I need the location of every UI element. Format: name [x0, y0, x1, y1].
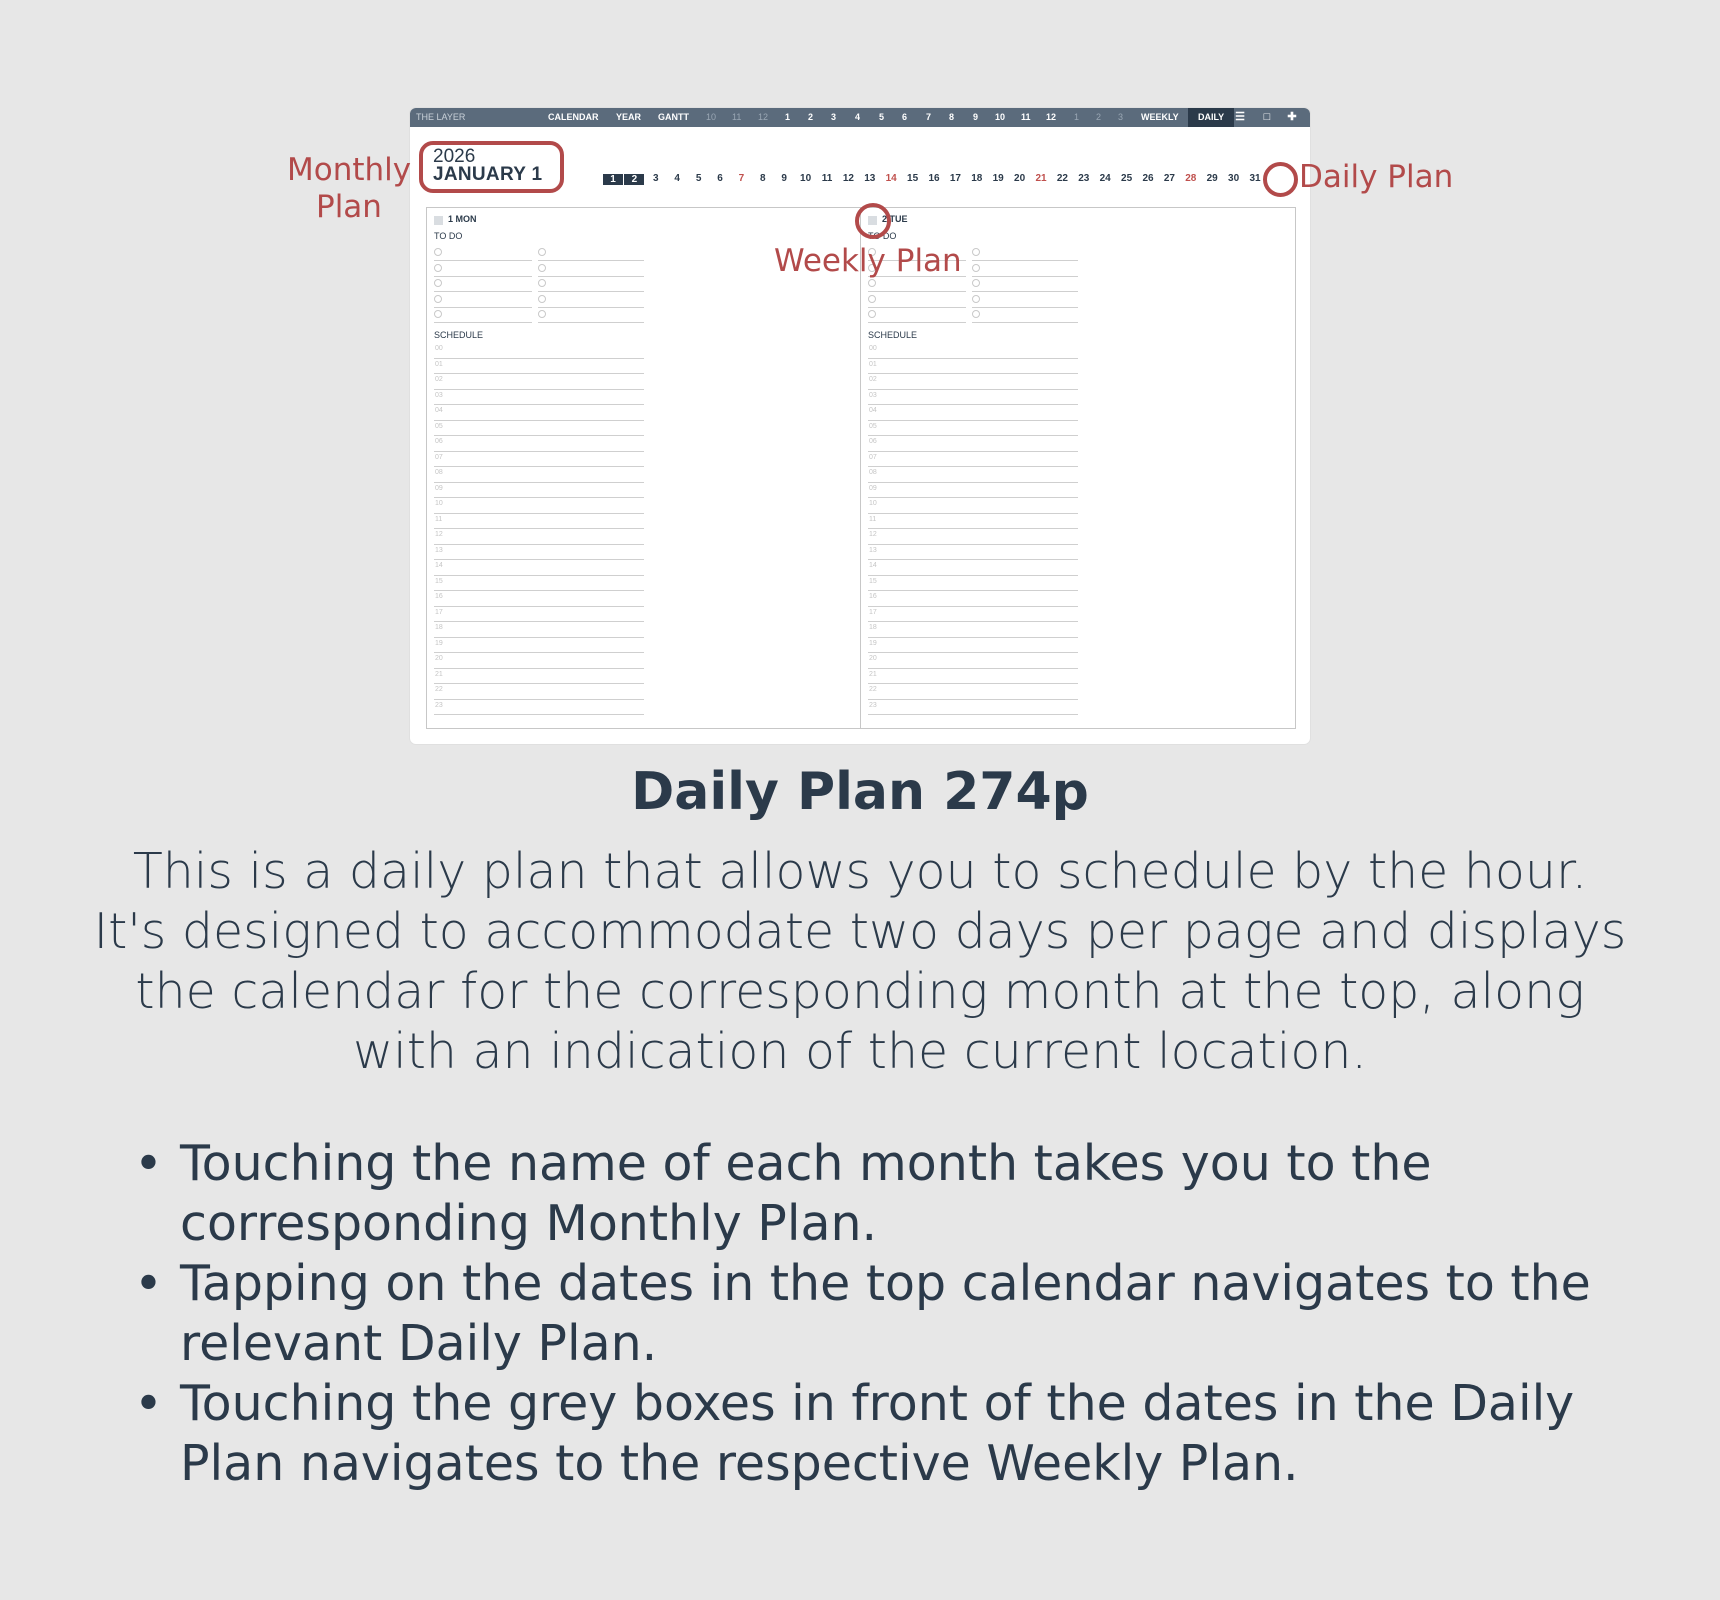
- schedule-hour-row[interactable]: [434, 529, 644, 545]
- month-link-prev[interactable]: 11: [732, 112, 742, 122]
- checkbox-circle-icon[interactable]: [538, 310, 546, 318]
- feature-list-item: • Touching the grey boxes in front of the dates in the Daily Plan navigates to the respective Weekly Plan.: [130, 1374, 1690, 1494]
- schedule-hour-row[interactable]: [868, 498, 1078, 514]
- checkbox-circle-icon[interactable]: [868, 310, 876, 318]
- schedule-hour-row[interactable]: [434, 421, 644, 437]
- hour-label: 03: [435, 391, 443, 399]
- calendar-day-link[interactable]: 16: [928, 173, 940, 184]
- month-link[interactable]: 3: [831, 112, 837, 122]
- hour-label: 06: [869, 438, 877, 445]
- todo-row[interactable]: [868, 293, 1078, 308]
- planner-screenshot: [410, 108, 1310, 744]
- month-link-next[interactable]: 3: [1118, 112, 1124, 122]
- calendar-day-link[interactable]: 26: [1142, 173, 1154, 184]
- hour-label: 17: [435, 608, 443, 616]
- schedule-hour-row[interactable]: [868, 576, 1078, 592]
- checkbox-circle-icon[interactable]: [434, 279, 442, 287]
- schedule-hour-row[interactable]: [868, 421, 1078, 437]
- hour-label: 11: [869, 515, 877, 523]
- calendar-day-link[interactable]: 30: [1228, 173, 1240, 184]
- hour-label: 23: [435, 701, 443, 709]
- day-column-right: [868, 208, 1288, 728]
- checkbox-circle-icon[interactable]: [972, 295, 980, 303]
- schedule-hour-row[interactable]: [434, 653, 644, 669]
- nav-calendar[interactable]: CALENDAR: [548, 112, 599, 122]
- calendar-day-link[interactable]: 31: [1249, 173, 1261, 184]
- calendar-day-link[interactable]: 29: [1206, 173, 1218, 184]
- checkbox-circle-icon[interactable]: [868, 279, 876, 287]
- schedule-hour-row[interactable]: [434, 622, 644, 638]
- schedule-hour-row[interactable]: [868, 374, 1078, 390]
- day-name: 2 TUE: [882, 214, 908, 224]
- schedule-hour-row[interactable]: [434, 343, 644, 359]
- month-calendar-strip: [603, 172, 1283, 186]
- schedule-hour-row[interactable]: [434, 483, 644, 499]
- description-paragraph: This is a daily plan that allows you to schedule by the hour. It's designed to accommodate two days per page and displays the calendar for the corresponding month at the top, along with an indication of the current location.: [93, 843, 1627, 1080]
- calendar-day-link[interactable]: 6: [717, 173, 723, 184]
- calendar-day-link[interactable]: 11: [821, 173, 833, 184]
- month-link[interactable]: 11: [1021, 112, 1031, 122]
- schedule-hour-row[interactable]: [434, 684, 644, 700]
- month-link[interactable]: 2: [808, 112, 814, 122]
- todo-label: TO DO: [868, 231, 897, 241]
- hour-label: 03: [869, 391, 877, 399]
- checkbox-circle-icon[interactable]: [972, 248, 980, 256]
- schedule-hour-row[interactable]: [868, 436, 1078, 452]
- hour-label: 00: [869, 345, 877, 352]
- month-link-prev[interactable]: 10: [706, 112, 717, 122]
- schedule-hour-row[interactable]: [434, 405, 644, 421]
- schedule-hour-row[interactable]: [868, 700, 1078, 716]
- schedule-label: SCHEDULE: [868, 330, 918, 340]
- month-link[interactable]: 6: [902, 112, 908, 122]
- weekly-link-box[interactable]: [434, 216, 443, 225]
- checkbox-circle-icon[interactable]: [868, 295, 876, 303]
- schedule-hour-row[interactable]: [868, 467, 1078, 483]
- checkbox-circle-icon[interactable]: [538, 279, 546, 287]
- calendar-day-link[interactable]: 15: [907, 173, 919, 184]
- calendar-day-link[interactable]: 14: [885, 173, 897, 184]
- checkbox-circle-icon[interactable]: [538, 295, 546, 303]
- hour-label: 04: [435, 407, 443, 414]
- calendar-day-link[interactable]: 23: [1078, 173, 1090, 184]
- hour-label: 10: [869, 500, 877, 507]
- hour-label: 20: [435, 655, 443, 662]
- todo-row[interactable]: [868, 277, 1078, 292]
- calendar-day-link[interactable]: 22: [1056, 173, 1068, 184]
- hour-label: 09: [435, 484, 443, 492]
- todo-line: [538, 322, 644, 323]
- schedule-hour-row[interactable]: [434, 374, 644, 390]
- schedule-label: SCHEDULE: [434, 330, 484, 340]
- checkbox-circle-icon[interactable]: [434, 264, 442, 272]
- nav-weekly[interactable]: WEEKLY: [1141, 112, 1179, 122]
- checkbox-circle-icon[interactable]: [538, 264, 546, 272]
- checkbox-circle-icon[interactable]: [538, 248, 546, 256]
- calendar-day-link[interactable]: 1: [603, 174, 623, 185]
- month-link-prev[interactable]: 12: [758, 112, 769, 122]
- annotation-daily-plan: Daily Plan: [1299, 159, 1454, 195]
- hour-label: 10: [435, 500, 443, 507]
- hour-label: 00: [435, 345, 443, 352]
- checkbox-circle-icon[interactable]: [434, 310, 442, 318]
- schedule-hour-row[interactable]: [434, 638, 644, 654]
- hour-label: 13: [869, 546, 877, 554]
- feature-list-item: • Touching the name of each month takes you to the corresponding Monthly Plan.: [130, 1134, 1690, 1254]
- weekly-plan-highlight: [855, 203, 891, 239]
- hour-label: 11: [435, 515, 443, 523]
- calendar-day-link[interactable]: 19: [992, 173, 1004, 184]
- calendar-day-link[interactable]: 10: [800, 173, 812, 184]
- page-heading: Daily Plan 274p: [631, 762, 1089, 822]
- hour-label: 13: [435, 546, 443, 554]
- hour-label: 05: [869, 422, 877, 430]
- calendar-day-link[interactable]: 17: [949, 173, 961, 184]
- month-link[interactable]: 12: [1046, 112, 1057, 122]
- hour-label: 22: [435, 686, 443, 693]
- month-link[interactable]: 1: [785, 112, 791, 122]
- hour-label: 05: [435, 422, 443, 430]
- hour-label: 19: [435, 639, 443, 647]
- schedule-hour-row[interactable]: [868, 591, 1078, 607]
- schedule-hour-row[interactable]: [434, 514, 644, 530]
- page-divider: [860, 208, 861, 728]
- square-icon[interactable]: □: [1263, 111, 1271, 123]
- schedule-hour-row[interactable]: [434, 591, 644, 607]
- nav-year[interactable]: YEAR: [616, 112, 642, 122]
- hour-label: 06: [435, 438, 443, 445]
- month-title-link[interactable]: JANUARY 1: [433, 164, 543, 185]
- calendar-day-link[interactable]: 3: [653, 173, 659, 184]
- month-link[interactable]: 10: [995, 112, 1006, 122]
- calendar-day-link[interactable]: 5: [695, 173, 702, 184]
- schedule-hour-row[interactable]: [868, 545, 1078, 561]
- hour-label: 20: [869, 655, 877, 662]
- month-link[interactable]: 4: [855, 112, 861, 122]
- schedule-hour-row[interactable]: [868, 669, 1078, 685]
- hour-label: 14: [435, 562, 443, 569]
- checkbox-circle-icon[interactable]: [972, 264, 980, 272]
- annotation-monthly-line1: Monthly: [287, 152, 412, 188]
- feature-list-item: • Tapping on the dates in the top calendar navigates to the relevant Daily Plan.: [130, 1254, 1690, 1374]
- calendar-day-link[interactable]: 24: [1099, 173, 1111, 184]
- hour-label: 18: [435, 624, 443, 631]
- schedule-hour-row[interactable]: [868, 343, 1078, 359]
- day-name: 1 MON: [448, 214, 477, 224]
- todo-line: [972, 322, 1078, 323]
- schedule-hour-row[interactable]: [434, 452, 644, 468]
- month-link-next[interactable]: 2: [1096, 112, 1102, 122]
- hour-label: 01: [435, 360, 443, 368]
- todo-row[interactable]: [868, 308, 1078, 323]
- todo-row[interactable]: [434, 262, 644, 277]
- todo-row[interactable]: [434, 308, 644, 323]
- move-icon[interactable]: ✚: [1287, 111, 1297, 123]
- schedule-hour-row[interactable]: [868, 390, 1078, 406]
- schedule-hour-row[interactable]: [868, 529, 1078, 545]
- feature-list: [130, 1134, 1690, 1494]
- calendar-day-link[interactable]: 9: [781, 173, 787, 184]
- month-link[interactable]: 9: [973, 112, 979, 122]
- monthly-plan-highlight: [419, 141, 564, 193]
- calendar-day-link[interactable]: 20: [1014, 173, 1026, 184]
- schedule-hour-row[interactable]: [434, 560, 644, 576]
- hour-label: 15: [869, 577, 877, 585]
- todo-line: [868, 322, 966, 323]
- hour-label: 21: [869, 670, 877, 678]
- schedule-hour-row[interactable]: [868, 452, 1078, 468]
- todo-row[interactable]: [434, 246, 644, 261]
- calendar-day-link[interactable]: 18: [971, 173, 983, 184]
- hour-label: 02: [869, 376, 877, 383]
- schedule-hour-row[interactable]: [868, 622, 1078, 638]
- hour-label: 15: [435, 577, 443, 585]
- hour-label: 23: [869, 701, 877, 709]
- checkbox-circle-icon[interactable]: [434, 295, 442, 303]
- brand-label: THE LAYER: [416, 112, 466, 122]
- checkbox-circle-icon[interactable]: [972, 279, 980, 287]
- calendar-day-link[interactable]: 8: [760, 173, 766, 184]
- schedule-hour-row[interactable]: [434, 700, 644, 716]
- month-link[interactable]: 7: [926, 112, 932, 122]
- schedule-hour-row[interactable]: [434, 436, 644, 452]
- day-column-left: [434, 208, 854, 728]
- schedule-hour-row[interactable]: [868, 483, 1078, 499]
- schedule-hour-row[interactable]: [434, 545, 644, 561]
- nav-daily[interactable]: DAILY: [1188, 108, 1234, 127]
- planner-topbar: [410, 108, 1310, 127]
- hour-label: 14: [869, 562, 877, 569]
- schedule-hour-row[interactable]: [868, 560, 1078, 576]
- hour-label: 04: [869, 407, 877, 414]
- annotation-monthly-line2: Plan: [316, 189, 382, 225]
- checkbox-circle-icon[interactable]: [434, 248, 442, 256]
- menu-icon[interactable]: ☰: [1235, 111, 1245, 123]
- calendar-day-link[interactable]: 4: [674, 173, 680, 184]
- schedule-hour-row[interactable]: [434, 607, 644, 623]
- hour-label: 21: [435, 670, 443, 678]
- hour-label: 19: [869, 639, 877, 647]
- annotation-weekly-plan: Weekly Plan: [774, 243, 962, 279]
- schedule-hour-row[interactable]: [868, 607, 1078, 623]
- calendar-day-link[interactable]: 27: [1163, 173, 1175, 184]
- calendar-day-link[interactable]: 7: [738, 173, 745, 184]
- hour-label: 22: [869, 686, 877, 693]
- schedule-hour-row[interactable]: [868, 684, 1078, 700]
- month-link-next[interactable]: 1: [1074, 112, 1080, 122]
- calendar-day-link[interactable]: 2: [624, 174, 644, 185]
- schedule-hour-row[interactable]: [868, 359, 1078, 375]
- schedule-hour-row[interactable]: [868, 514, 1078, 530]
- hour-label: 02: [435, 376, 443, 383]
- schedule-hour-row[interactable]: [434, 498, 644, 514]
- calendar-day-link[interactable]: 13: [864, 173, 876, 184]
- hour-label: 09: [869, 484, 877, 492]
- hour-label: 08: [869, 469, 877, 476]
- daily-plan-highlight: [1263, 162, 1298, 197]
- two-day-pages: [426, 207, 1296, 729]
- schedule-hour-row[interactable]: [868, 405, 1078, 421]
- schedule-hour-row[interactable]: [434, 576, 644, 592]
- hour-label: 12: [869, 531, 877, 538]
- hour-label: 07: [869, 453, 877, 461]
- schedule-hour-row[interactable]: [868, 653, 1078, 669]
- hour-label: 01: [869, 360, 877, 368]
- month-link[interactable]: 8: [949, 112, 955, 122]
- checkbox-circle-icon[interactable]: [972, 310, 980, 318]
- todo-label: TO DO: [434, 231, 463, 241]
- hour-label: 07: [435, 453, 443, 461]
- hour-label: 16: [869, 593, 877, 600]
- calendar-day-link[interactable]: 12: [842, 173, 854, 184]
- hour-label: 16: [435, 593, 443, 600]
- calendar-day-link[interactable]: 21: [1035, 173, 1047, 184]
- calendar-day-link[interactable]: 28: [1185, 173, 1197, 184]
- hour-label: 12: [435, 531, 443, 538]
- todo-row[interactable]: [434, 293, 644, 308]
- year-label[interactable]: 2026: [433, 146, 476, 167]
- schedule-hour-row[interactable]: [434, 359, 644, 375]
- calendar-day-link[interactable]: 25: [1121, 173, 1133, 184]
- schedule-hour-row[interactable]: [868, 638, 1078, 654]
- month-link[interactable]: 5: [879, 112, 885, 122]
- todo-row[interactable]: [434, 277, 644, 292]
- nav-gantt[interactable]: GANTT: [658, 112, 689, 122]
- todo-line: [434, 322, 532, 323]
- hour-label: 17: [869, 608, 877, 616]
- schedule-hour-row[interactable]: [434, 390, 644, 406]
- schedule-hour-row[interactable]: [434, 467, 644, 483]
- schedule-hour-row[interactable]: [434, 669, 644, 685]
- hour-label: 08: [435, 469, 443, 476]
- hour-label: 18: [869, 624, 877, 631]
